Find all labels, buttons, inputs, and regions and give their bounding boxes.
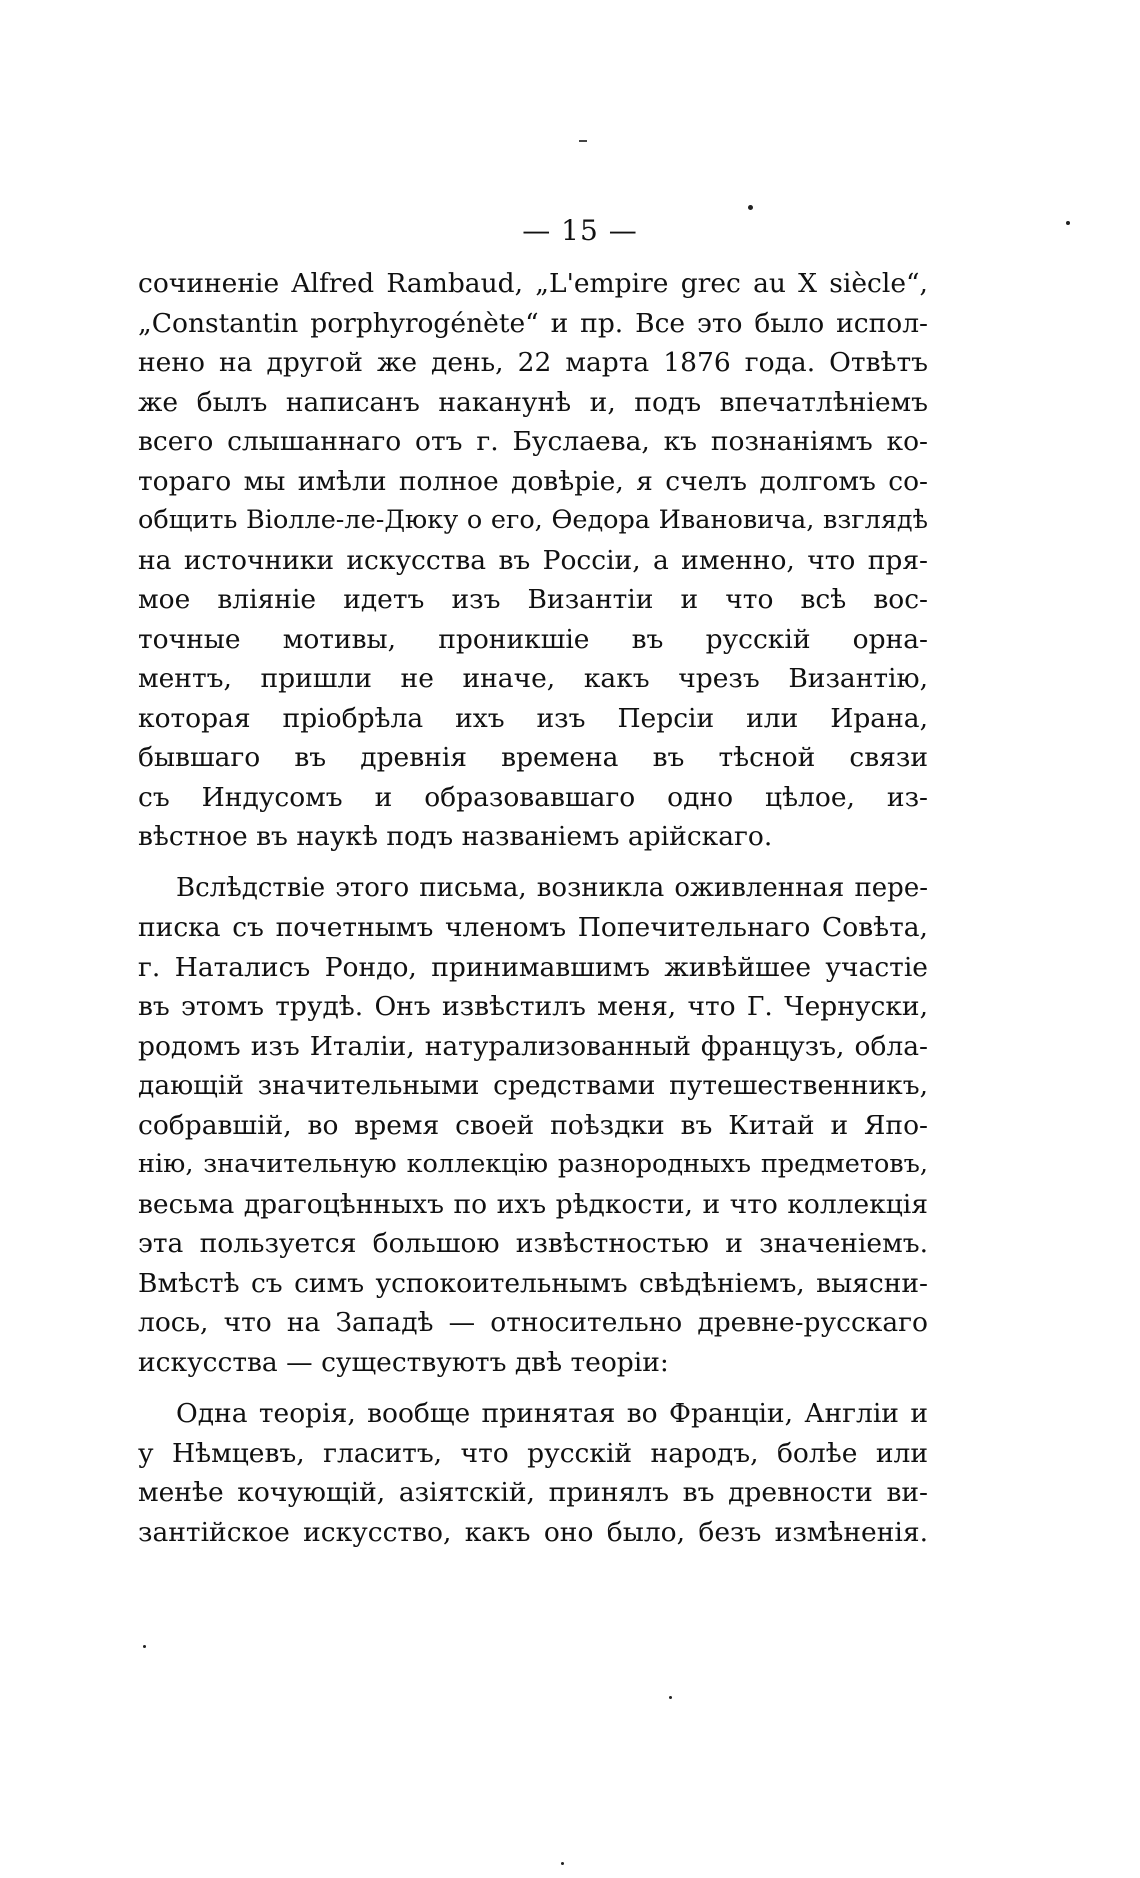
text-line: зантійское искусство, какъ оно было, безъ измѣненія. bbox=[138, 1516, 928, 1548]
paragraph bbox=[138, 264, 928, 857]
text-line: весьма драгоцѣнныхъ по ихъ рѣдкости, и что коллекція bbox=[138, 1188, 928, 1220]
text-line: всего слышаннаго отъ г. Буслаева, къ познаніямъ ко- bbox=[138, 426, 928, 457]
text-line: нію, значительную коллекцію разнородныхъ предметовъ, bbox=[138, 1149, 928, 1179]
text-line: у Нѣмцевъ, гласитъ, что русскій народъ, болѣе или bbox=[138, 1437, 928, 1469]
text-line: Одна теорія, вообще принятая во Франціи, Англіи и bbox=[176, 1398, 928, 1429]
text-line: которая пріобрѣла ихъ изъ Персіи или Ирана, bbox=[138, 702, 928, 734]
body-text bbox=[138, 264, 928, 1552]
paragraph bbox=[138, 1394, 928, 1552]
text-line: нено на другой же день, 22 марта 1876 года. Отвѣтъ bbox=[138, 347, 928, 378]
scan-speck bbox=[579, 140, 587, 142]
text-line: въ этомъ трудѣ. Онъ извѣстилъ меня, что Г. Чернуски, bbox=[138, 991, 928, 1022]
text-line: искусства — существуютъ двѣ теоріи: bbox=[138, 1346, 669, 1378]
text-line: съ Индусомъ и образовавшаго одно цѣлое, из- bbox=[138, 781, 928, 813]
text-line: писка съ почетнымъ членомъ Попечительнаго Совѣта, bbox=[138, 912, 928, 943]
text-line: собравшій, во время своей поѣздки въ Китай и Япо- bbox=[138, 1109, 928, 1141]
text-line: ментъ, пришли не иначе, какъ чрезъ Византію, bbox=[138, 663, 928, 694]
scan-speck bbox=[561, 1862, 564, 1865]
text-line: лось, что на Западѣ — относительно древне-русскаго bbox=[138, 1307, 928, 1338]
text-line: на источники искусства въ Россіи, а именно, что пря- bbox=[138, 544, 928, 576]
text-line: эта пользуется большою извѣстностью и значеніемъ. bbox=[138, 1228, 928, 1259]
page-number: — 15 — bbox=[522, 214, 638, 247]
scan-speck bbox=[143, 1645, 146, 1648]
text-line: дающій значительными средствами путешественникъ, bbox=[138, 1070, 928, 1101]
text-line: менѣе кочующій, азіятскій, принялъ въ древности ви- bbox=[138, 1477, 928, 1508]
text-line: точные мотивы, проникшіе въ русскій орна- bbox=[138, 623, 928, 655]
text-line: Вмѣстѣ съ симъ успокоительнымъ свѣдѣніемъ, выясни- bbox=[138, 1267, 928, 1299]
text-line: же былъ написанъ наканунѣ и, подъ впечатлѣніемъ bbox=[138, 386, 928, 418]
paragraph bbox=[138, 869, 928, 1383]
text-line: г. Наталисъ Рондо, принимавшимъ живѣйшее участіе bbox=[138, 951, 928, 983]
text-line: вѣстное въ наукѣ подъ названіемъ арійскаго. bbox=[138, 821, 773, 852]
text-line: „Constantin porphyrogénète“ и пр. Все это было испол- bbox=[138, 307, 928, 339]
text-line: родомъ изъ Италіи, натурализованный французъ, обла- bbox=[138, 1030, 928, 1062]
text-line: тораго мы имѣли полное довѣріе, я счелъ долгомъ со- bbox=[138, 465, 928, 497]
text-line: Вслѣдствіе этого письма, возникла оживленная пере- bbox=[176, 872, 928, 903]
text-line: общить Віолле-ле-Дюку о его, Ѳедора Ивановича, взглядѣ bbox=[138, 505, 928, 535]
scan-speck bbox=[748, 205, 753, 210]
text-line: мое вліяніе идетъ изъ Византіи и что всѣ вос- bbox=[138, 584, 928, 615]
text-line: бывшаго въ древнія времена въ тѣсной связи bbox=[138, 742, 928, 773]
scan-speck bbox=[669, 1696, 672, 1699]
text-line: сочиненіе Alfred Rambaud, „L'empire grec au X siècle“, bbox=[138, 268, 928, 299]
